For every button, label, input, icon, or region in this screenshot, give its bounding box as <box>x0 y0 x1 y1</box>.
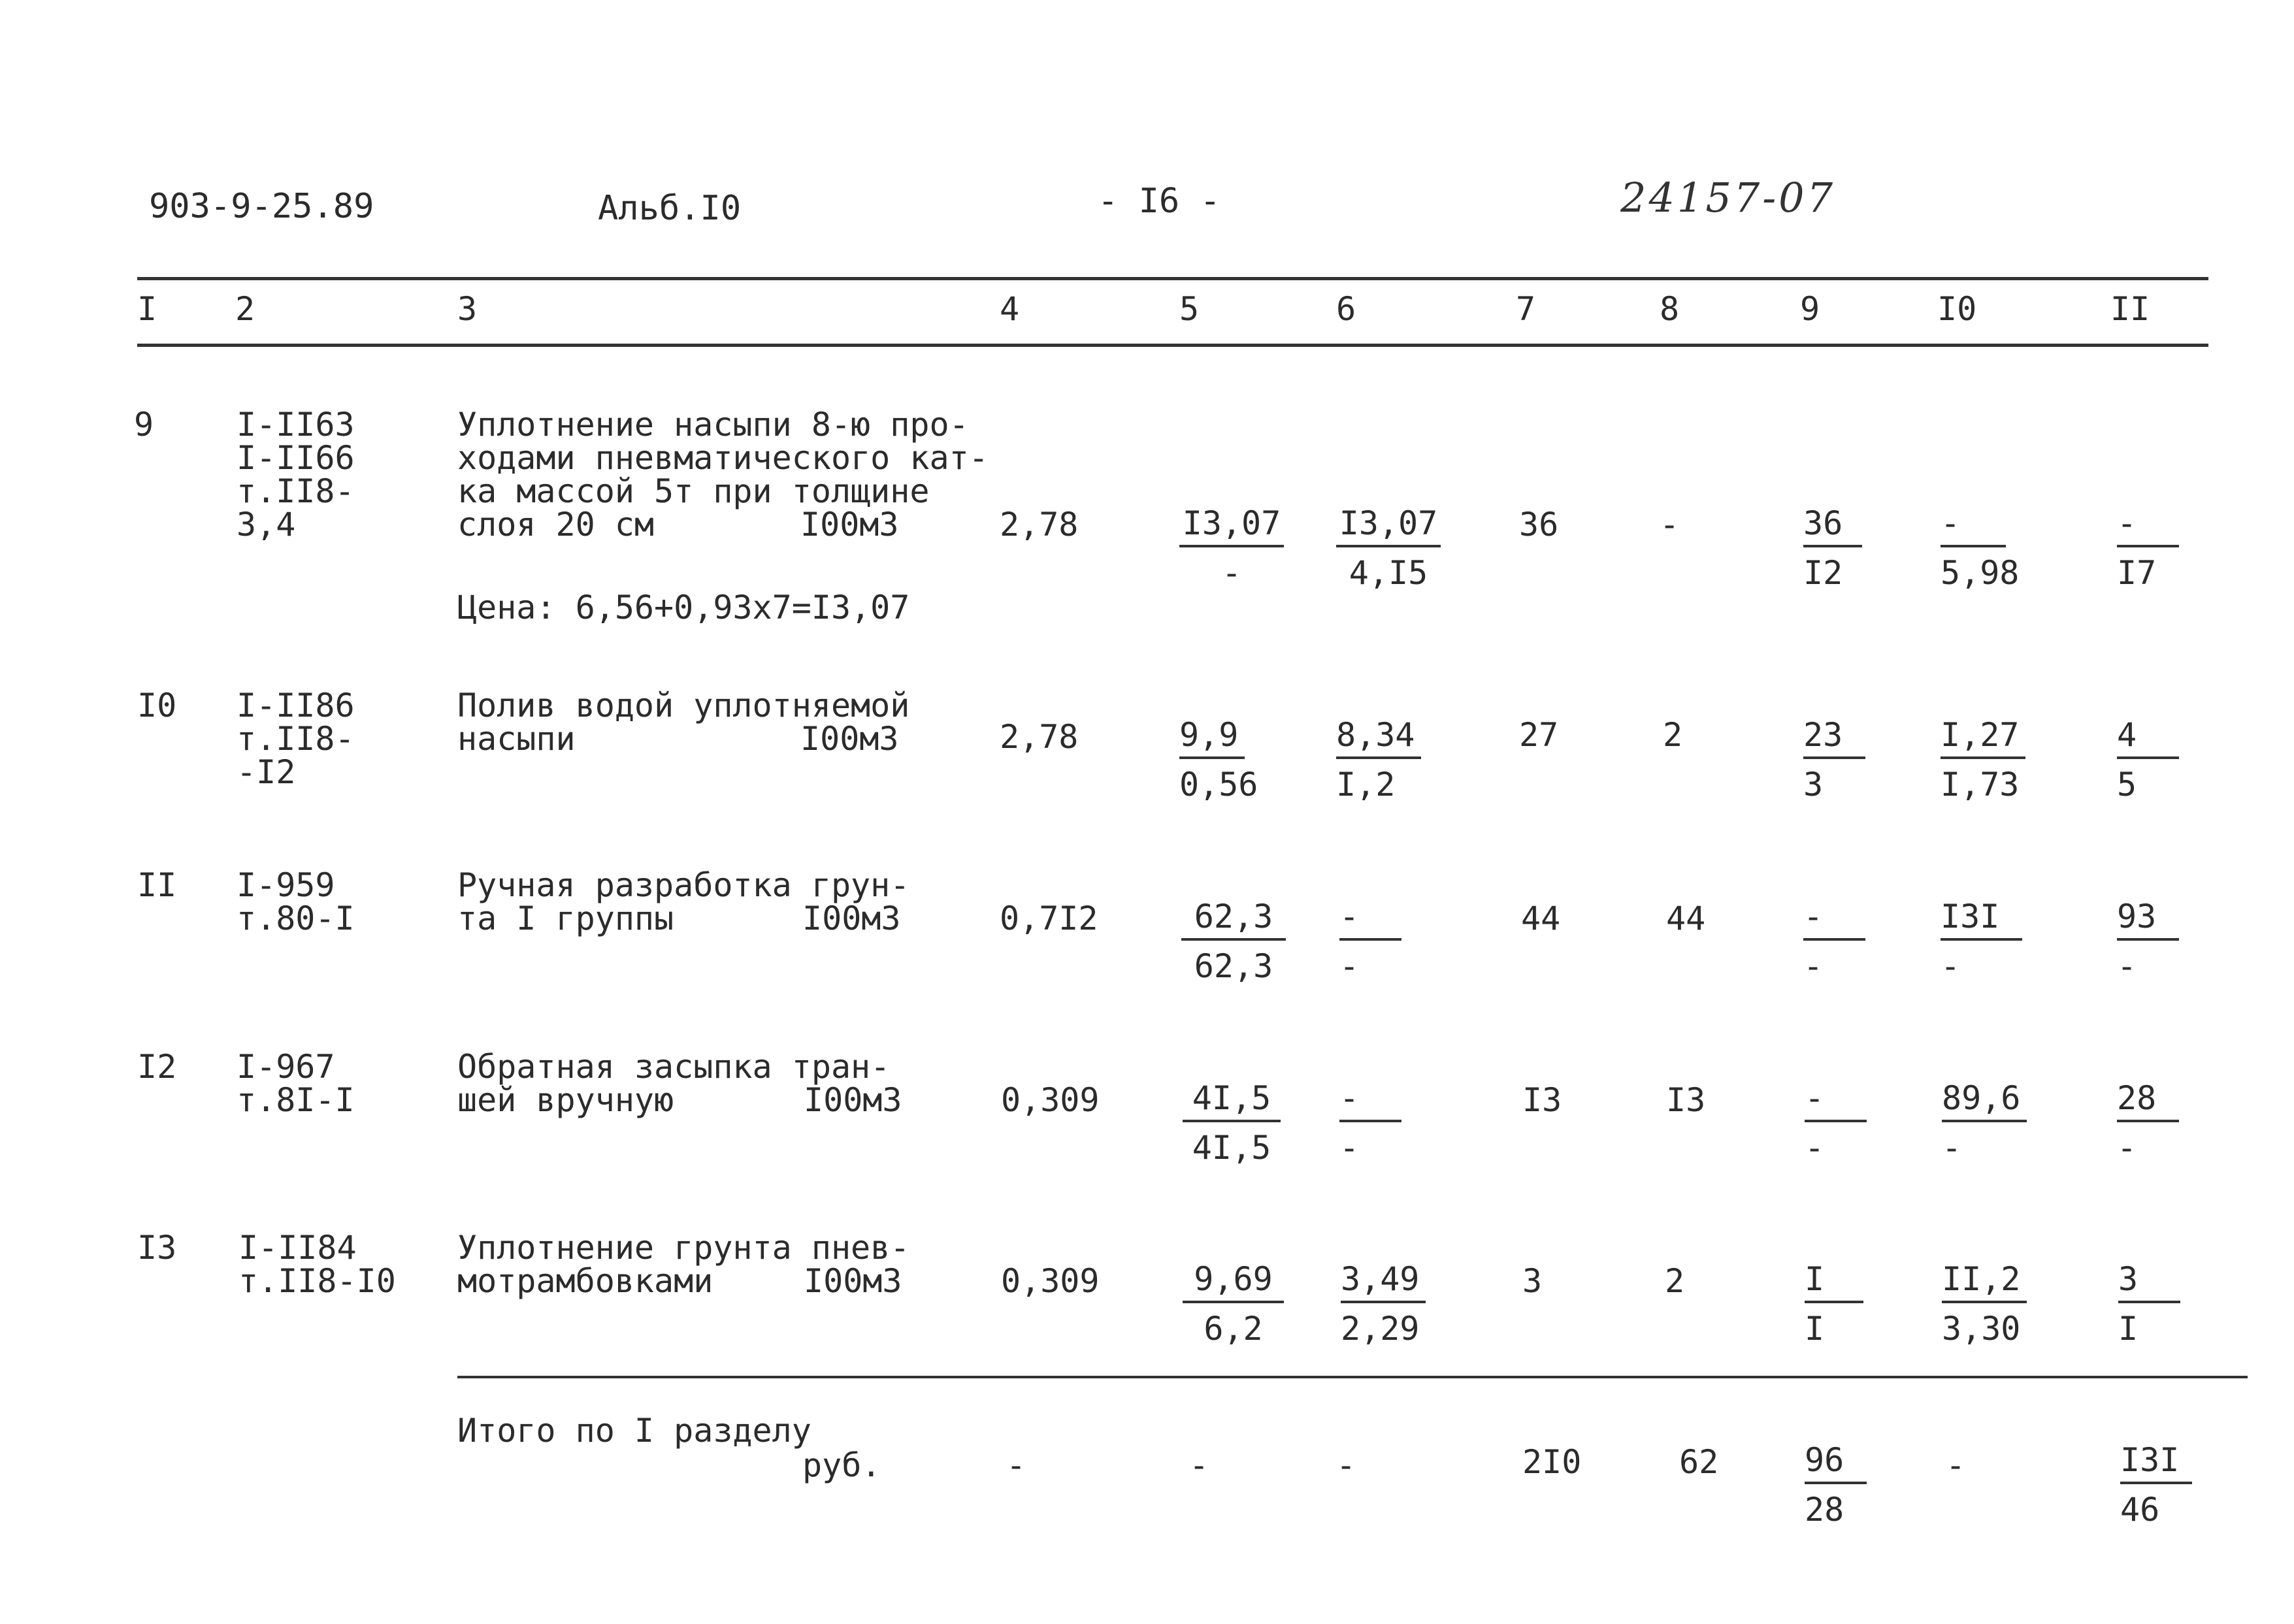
cost-breakdown-fraction: $\frac{8,34}{I,2}$ <box>1336 719 1421 801</box>
work-description-line: шей вручную <box>457 1081 674 1119</box>
price-note: Цена: 6,56+0,93x7=I3,07 <box>457 589 910 626</box>
total-separator-rule <box>457 1376 2248 1378</box>
unit-label: I00м3 <box>804 1262 902 1300</box>
work-description-line: мотрамбовками <box>457 1262 713 1300</box>
machine-cost-fraction: - - <box>1805 1082 1867 1164</box>
cost-breakdown-fraction: - - <box>1339 900 1401 983</box>
total-cost: 36 <box>1519 506 1559 544</box>
machine-cost-fraction: $\frac{23}{3}$ <box>1803 719 1865 801</box>
machine-cost-fraction: $\frac{I}{I}$ <box>1805 1263 1863 1345</box>
labor-total-fraction: $\frac{4}{5}$ <box>2117 719 2179 801</box>
column-header-6: 6 <box>1336 290 1356 328</box>
norm-code-line: I-II63 <box>237 406 355 444</box>
work-description-line: ходами пневматического кат- <box>457 439 989 477</box>
inventory-number: 24157-07 <box>1620 174 1836 221</box>
quantity: 2,78 <box>1000 506 1079 544</box>
norm-code-line: I-II84 <box>238 1229 357 1267</box>
cost-breakdown-fraction: - - <box>1339 1082 1401 1164</box>
work-description-line: та I группы <box>457 900 674 937</box>
labor-fraction: I3I - <box>1941 900 2022 983</box>
norm-code-line: I-II66 <box>237 439 355 477</box>
column-header-2: 2 <box>235 290 255 328</box>
total-col6: - <box>1336 1446 1356 1484</box>
column-header-8: 8 <box>1660 290 1680 328</box>
norm-code-line: т.II8- <box>237 472 355 510</box>
unit-cost-fraction: $\frac{9,9}{0,56}$ <box>1179 716 1258 804</box>
labor-total-fraction: 28 - <box>2117 1082 2179 1164</box>
work-description-line: слоя 20 см <box>457 506 655 544</box>
unit-label: I00м3 <box>802 900 901 937</box>
column-header-4: 4 <box>1000 290 1020 328</box>
work-description-line: ка массой 5т при толщине <box>457 472 930 510</box>
norm-code-line: 3,4 <box>237 506 296 544</box>
norm-code-line: I-967 <box>237 1048 335 1086</box>
norm-code-line: т.II8- <box>237 720 355 758</box>
column-header-10: I0 <box>1937 290 1977 328</box>
header-top-rule <box>137 277 2208 280</box>
row-number: 9 <box>134 406 154 444</box>
labor-total-fraction: 93 - <box>2117 900 2179 983</box>
cost-breakdown-fraction: $\frac{3,49}{2,29}$ <box>1341 1263 1426 1345</box>
column-header-7: 7 <box>1516 290 1536 328</box>
wages: 44 <box>1666 900 1706 937</box>
total-col8: 62 <box>1679 1443 1719 1481</box>
quantity: 0,7I2 <box>1000 900 1098 937</box>
unit-label: I00м3 <box>800 720 899 758</box>
quantity: 0,309 <box>1001 1081 1100 1119</box>
row-number: I0 <box>137 687 177 724</box>
unit-cost-fraction: I3,07 - <box>1179 507 1284 589</box>
work-description-line: Обратная засыпка тран- <box>457 1048 891 1086</box>
column-header-1: I <box>137 290 157 328</box>
norm-code-line: I-II86 <box>237 687 355 724</box>
total-col7: 2I0 <box>1522 1443 1582 1481</box>
labor-total-fraction: - I7 <box>2117 507 2179 589</box>
norm-code-line: т.80-I <box>237 900 355 937</box>
norm-code-line: I-959 <box>237 866 335 904</box>
unit-cost-fraction: $\frac{9,69}{6,2}$ <box>1183 1263 1284 1345</box>
work-description-line: Уплотнение грунта пнев- <box>457 1229 910 1267</box>
total-col5: - <box>1189 1446 1209 1484</box>
column-header-11: II <box>2110 290 2150 328</box>
wages: 2 <box>1665 1262 1685 1300</box>
machine-cost-fraction: $\frac{36}{I2}$ <box>1803 507 1862 589</box>
work-description-line: Ручная разработка грун- <box>457 866 910 904</box>
column-header-5: 5 <box>1179 290 1200 328</box>
total-cost: 44 <box>1521 900 1561 937</box>
quantity: 2,78 <box>1000 718 1079 756</box>
wages: 2 <box>1663 716 1683 754</box>
total-unit: руб. <box>802 1446 881 1484</box>
work-description-line: насыпи <box>457 720 576 758</box>
column-header-3: 3 <box>457 290 478 328</box>
work-description-line: Полив водой уплотняемой <box>457 687 910 724</box>
norm-code-line: т.II8-I0 <box>238 1262 396 1300</box>
album-label: Альб.I0 <box>598 189 742 228</box>
total-cost: 27 <box>1519 716 1559 754</box>
total-col9-fraction: $\frac{96}{28}$ <box>1805 1444 1867 1526</box>
document-code: 903-9-25.89 <box>149 187 374 226</box>
total-cost: 3 <box>1522 1262 1543 1300</box>
labor-fraction: - 5,98 <box>1941 504 2020 592</box>
cost-breakdown-fraction: $\frac{I3,07}{4,I5}$ <box>1336 507 1441 589</box>
unit-cost-fraction: $\frac{62,3}{62,3}$ <box>1181 900 1286 983</box>
page-number: - I6 - <box>1098 182 1221 221</box>
work-description-line: Уплотнение насыпи 8-ю про- <box>457 406 969 444</box>
unit-cost-fraction: $\frac{4I,5}{4I,5}$ <box>1183 1082 1281 1164</box>
total-col4: - <box>1006 1446 1026 1484</box>
wages: - <box>1660 506 1680 544</box>
labor-fraction: $\frac{I,27}{I,73}$ <box>1941 719 2025 801</box>
machine-cost-fraction: - - <box>1803 900 1865 983</box>
labor-total-fraction: $\frac{3}{I}$ <box>2118 1263 2180 1345</box>
norm-code-line: -I2 <box>237 753 296 791</box>
total-col10: - <box>1946 1446 1966 1484</box>
row-number: I2 <box>137 1048 177 1086</box>
wages: I3 <box>1666 1081 1706 1119</box>
column-header-9: 9 <box>1800 290 1820 328</box>
row-number: I3 <box>137 1229 177 1267</box>
quantity: 0,309 <box>1001 1262 1100 1300</box>
norm-code-line: т.8I-I <box>237 1081 355 1119</box>
unit-label: I00м3 <box>804 1081 902 1119</box>
total-label: Итого по I разделу <box>457 1412 811 1450</box>
row-number: II <box>137 866 177 904</box>
header-bottom-rule <box>137 344 2208 347</box>
unit-label: I00м3 <box>800 506 899 544</box>
labor-fraction: $\frac{II,2}{3,30}$ <box>1942 1263 2027 1345</box>
total-cost: I3 <box>1522 1081 1562 1119</box>
total-col11-fraction: $\frac{I3I}{46}$ <box>2120 1444 2192 1526</box>
labor-fraction: 89,6 - <box>1942 1082 2027 1164</box>
